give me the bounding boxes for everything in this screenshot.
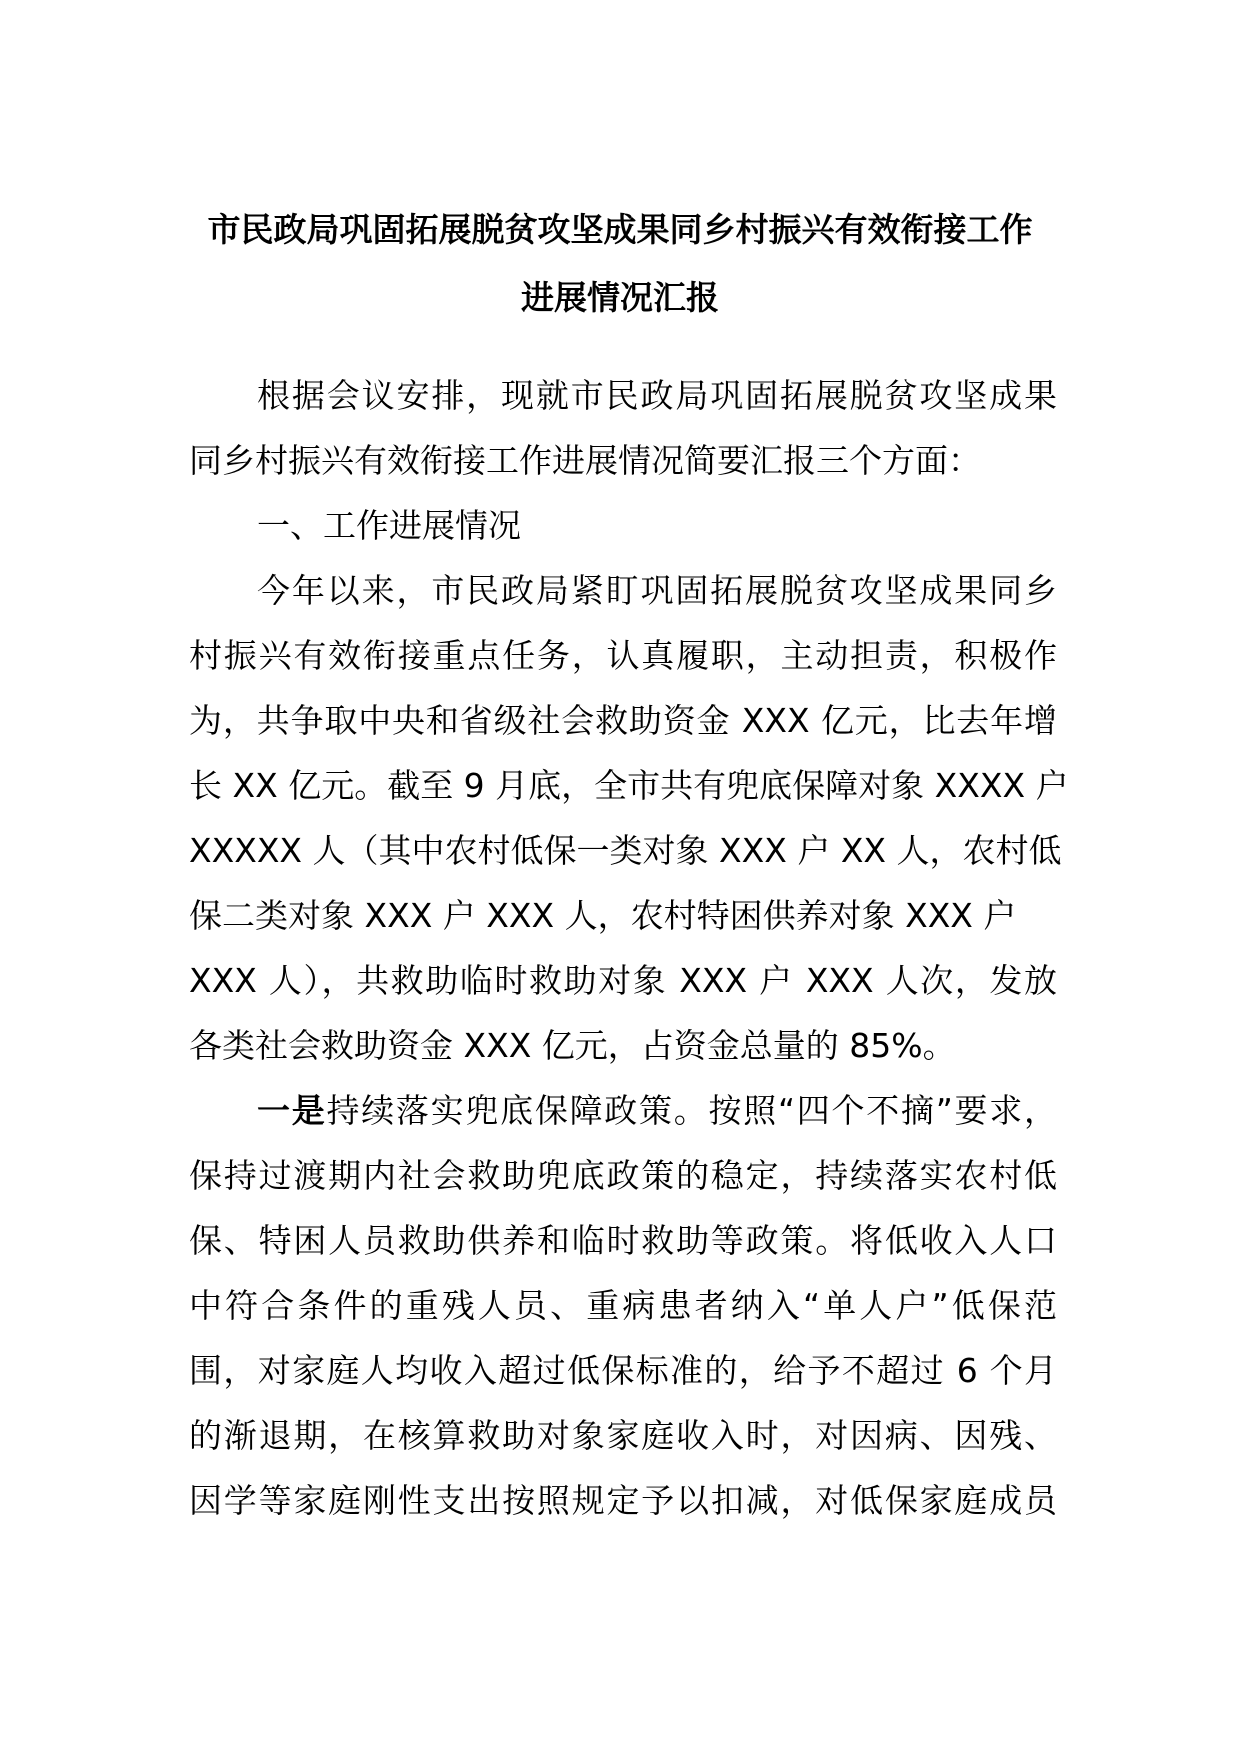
paragraph-line: 保二类对象 XXX 户 XXX 人，农村特困供养对象 XXX 户 <box>189 896 1017 935</box>
point-text: 持续落实兜底保障政策。按照“四个不摘”要求， <box>326 1091 1057 1130</box>
intro-line: 根据会议安排，现就市民政局巩固拓展脱贫攻坚成果 <box>257 376 1057 415</box>
paragraph-line: 村振兴有效衔接重点任务，认真履职，主动担责，积极作 <box>189 636 1057 675</box>
paragraph-line: 中符合条件的重残人员、重病患者纳入“单人户”低保范 <box>189 1286 1057 1325</box>
paragraph-line: 保、特困人员救助供养和临时救助等政策。将低收入人口 <box>189 1221 1057 1260</box>
section-heading: 一、工作进展情况 <box>257 506 521 545</box>
paragraph-line: 因学等家庭刚性支出按照规定予以扣减，对低保家庭成员 <box>189 1481 1057 1520</box>
paragraph-line: 各类社会救助资金 XXX 亿元，占资金总量的 85%。 <box>189 1026 956 1065</box>
paragraph-line <box>189 1091 1057 1131</box>
paragraph-line: 保持过渡期内社会救助兜底政策的稳定，持续落实农村低 <box>189 1156 1057 1195</box>
paragraph-line: 今年以来，市民政局紧盯巩固拓展脱贫攻坚成果同乡 <box>257 571 1057 610</box>
document-title-line-1: 市民政局巩固拓展脱贫攻坚成果同乡村振兴有效衔接工作 <box>207 210 1033 249</box>
point-lead: 一是 <box>257 1091 327 1130</box>
paragraph-line: 为，共争取中央和省级社会救助资金 XXX 亿元，比去年增 <box>189 701 1057 740</box>
document-title-line-2: 进展情况汇报 <box>521 278 719 317</box>
intro-line: 同乡村振兴有效衔接工作进展情况简要汇报三个方面： <box>189 441 981 480</box>
paragraph-line: 的渐退期，在核算救助对象家庭收入时，对因病、因残、 <box>189 1416 1057 1455</box>
paragraph-line: XXX 人），共救助临时救助对象 XXX 户 XXX 人次，发放 <box>189 961 1057 1000</box>
paragraph-line: 长 XX 亿元。截至 9 月底，全市共有兜底保障对象 XXXX 户 <box>189 766 1069 805</box>
paragraph-line: XXXXX 人（其中农村低保一类对象 XXX 户 XX 人，农村低 <box>189 831 1062 870</box>
paragraph-line: 围，对家庭人均收入超过低保标准的，给予不超过 6 个月 <box>189 1351 1057 1390</box>
